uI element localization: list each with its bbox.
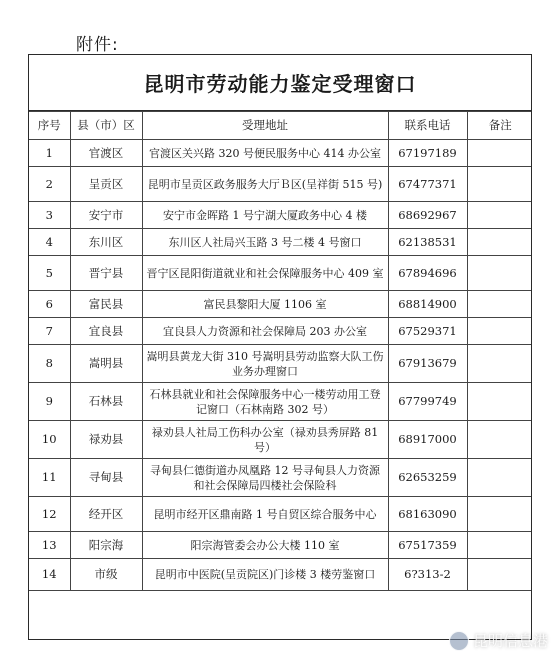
cell-phone: 67529371 xyxy=(388,318,467,345)
attachment-label: 附件: xyxy=(76,35,119,55)
cell-county: 富民县 xyxy=(70,291,142,318)
cell-no: 2 xyxy=(29,167,70,202)
table-row xyxy=(29,459,532,497)
cell-county: 市级 xyxy=(70,559,142,591)
cell-county: 石林县 xyxy=(70,383,142,421)
header-county: 县（市）区 xyxy=(70,112,142,140)
cell-phone: 67913679 xyxy=(388,345,467,383)
cell-address: 东川区人社局兴玉路 3 号二楼 4 号窗口 xyxy=(142,229,388,256)
table-row xyxy=(29,345,532,383)
cell-phone: 68917000 xyxy=(388,421,467,459)
table-row xyxy=(29,532,532,559)
cell-phone: 67894696 xyxy=(388,256,467,291)
cell-county: 东川区 xyxy=(70,229,142,256)
cell-no: 4 xyxy=(29,229,70,256)
cell-note xyxy=(467,291,532,318)
cell-no: 13 xyxy=(29,532,70,559)
cell-phone: 62653259 xyxy=(388,459,467,497)
cell-county: 寻甸县 xyxy=(70,459,142,497)
cell-county: 嵩明县 xyxy=(70,345,142,383)
cell-no: 3 xyxy=(29,202,70,229)
cell-address: 安宁市金晖路 1 号宁湖大厦政务中心 4 楼 xyxy=(142,202,388,229)
table-body xyxy=(29,140,532,591)
cell-phone: 67477371 xyxy=(388,167,467,202)
cell-phone: 62138531 xyxy=(388,229,467,256)
cell-county: 安宁市 xyxy=(70,202,142,229)
cell-address: 富民县黎阳大厦 1106 室 xyxy=(142,291,388,318)
cell-address: 禄劝县人社局工伤科办公室（禄劝县秀屏路 81 号） xyxy=(142,421,388,459)
cell-address: 昆明市呈贡区政务服务大厅Ｂ区(呈祥街 515 号) xyxy=(142,167,388,202)
header-no: 序号 xyxy=(29,112,70,140)
cell-address: 宜良县人力资源和社会保障局 203 办公室 xyxy=(142,318,388,345)
cell-phone: 6?313-2 xyxy=(388,559,467,591)
header-phone: 联系电话 xyxy=(388,112,467,140)
table-row xyxy=(29,202,532,229)
cell-note xyxy=(467,318,532,345)
table-row xyxy=(29,229,532,256)
table-row xyxy=(29,291,532,318)
cell-county: 宜良县 xyxy=(70,318,142,345)
table-row xyxy=(29,318,532,345)
cell-phone: 68163090 xyxy=(388,497,467,532)
cell-address: 石林县就业和社会保障服务中心一楼劳动用工登记窗口（石林南路 302 号） xyxy=(142,383,388,421)
cell-note xyxy=(467,167,532,202)
cell-county: 呈贡区 xyxy=(70,167,142,202)
watermark-text: 昆明信息港 xyxy=(472,632,548,650)
cell-no: 12 xyxy=(29,497,70,532)
cell-address: 寻甸县仁德街道办凤凰路 12 号寻甸县人力资源和社会保障局四楼社会保险科 xyxy=(142,459,388,497)
cell-note xyxy=(467,497,532,532)
watermark-logo-icon xyxy=(449,631,469,651)
cell-no: 14 xyxy=(29,559,70,591)
table-row xyxy=(29,383,532,421)
cell-county: 官渡区 xyxy=(70,140,142,167)
cell-note xyxy=(467,256,532,291)
cell-county: 晋宁县 xyxy=(70,256,142,291)
table-row xyxy=(29,256,532,291)
cell-no: 9 xyxy=(29,383,70,421)
cell-note xyxy=(467,229,532,256)
cell-no: 10 xyxy=(29,421,70,459)
cell-no: 5 xyxy=(29,256,70,291)
cell-phone: 68692967 xyxy=(388,202,467,229)
table-row xyxy=(29,497,532,532)
cell-no: 6 xyxy=(29,291,70,318)
cell-no: 8 xyxy=(29,345,70,383)
cell-no: 7 xyxy=(29,318,70,345)
watermark xyxy=(449,630,548,651)
cell-address: 官渡区关兴路 320 号便民服务中心 414 办公室 xyxy=(142,140,388,167)
cell-note xyxy=(467,345,532,383)
table-row xyxy=(29,167,532,202)
cell-note xyxy=(467,421,532,459)
cell-county: 阳宗海 xyxy=(70,532,142,559)
cell-no: 11 xyxy=(29,459,70,497)
cell-address: 昆明市中医院(呈贡院区)门诊楼 3 楼劳鉴窗口 xyxy=(142,559,388,591)
cell-phone: 67517359 xyxy=(388,532,467,559)
cell-address: 昆明市经开区鼎南路 1 号自贸区综合服务中心 xyxy=(142,497,388,532)
cell-note xyxy=(467,459,532,497)
cell-note xyxy=(467,383,532,421)
cell-address: 阳宗海管委会办公大楼 110 室 xyxy=(142,532,388,559)
cell-note xyxy=(467,140,532,167)
table-row xyxy=(29,140,532,167)
cell-address: 晋宁区昆阳街道就业和社会保障服务中心 409 室 xyxy=(142,256,388,291)
cell-no: 1 xyxy=(29,140,70,167)
cell-phone: 67799749 xyxy=(388,383,467,421)
cell-note xyxy=(467,532,532,559)
header-address: 受理地址 xyxy=(142,112,388,140)
table-header-row xyxy=(29,112,532,140)
cell-note xyxy=(467,202,532,229)
cell-note xyxy=(467,559,532,591)
header-note: 备注 xyxy=(467,112,532,140)
table-title: 昆明市劳动能力鉴定受理窗口 xyxy=(29,55,531,111)
table-row xyxy=(29,421,532,459)
cell-phone: 68814900 xyxy=(388,291,467,318)
cell-county: 禄劝县 xyxy=(70,421,142,459)
cell-address: 嵩明县黄龙大街 310 号嵩明县劳动监察大队工伤业务办理窗口 xyxy=(142,345,388,383)
window-table xyxy=(29,111,532,591)
cell-county: 经开区 xyxy=(70,497,142,532)
table-row xyxy=(29,559,532,591)
cell-phone: 67197189 xyxy=(388,140,467,167)
document-table-frame xyxy=(28,54,532,640)
